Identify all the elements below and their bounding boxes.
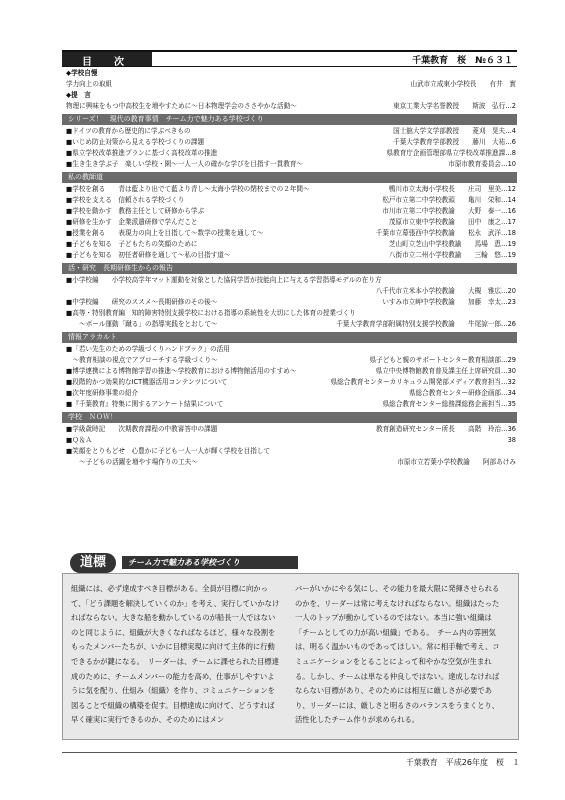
toc-entry [66,435,516,446]
entry-title: ■「若い先生のための学級づくりハンドブック」の活用 [66,345,230,353]
entry-title: ■授業を創る 表現力の向上を目指して～数学の授業を通して～ [66,229,264,237]
entry-title: ■いじめ防止対策から見える学校づくりの課題 [66,138,205,146]
entry-author: 東京工業大学名誉教授 斯波 弘行…2 [393,102,516,110]
entry-author: 八千代市立米本小学校教諭 大槻 雅広…20 [375,287,516,295]
entry-author: 市原市教育委員会…10 [448,160,516,168]
entry-title: ～教育相談の視点でアプローチする学級づくり～ [66,356,218,364]
footer-rule [62,752,517,753]
entry-title: ■学校を創る 青は藍より出でて藍より青し～太海小学校の閉校までの２年間～ [66,185,310,193]
intro-row [66,68,516,79]
entry-author: 県子どもと親のサポートセンター教育相談部…29 [369,356,516,364]
title-bar [62,52,152,66]
entry-title: ■笑顔をとりもどせ 心豊かに子ども一人一人が輝く学校を目指して [66,447,271,455]
entry-title: 学力向上の取組 [66,80,113,88]
entry-author: 鴨川市立太海小学校長 庄司 里美…12 [388,185,516,193]
entry-title: ～子どもの活躍を増やす場作りの工夫～ [66,458,198,466]
toc-entry [66,126,516,137]
entry-title: ■段階的かつ効果的なICT機器活用コンテンツについて [66,378,228,386]
toc-entry [66,344,516,355]
entry-title: ■子どもを知る 子どもたちの笑顔のために [66,240,198,248]
entry-title: ■ドイツの教育から歴史的に学ぶべきもの [66,127,191,135]
entry-author: 千葉大学教育学部附属特別支援学校教諭 牛尾諒一郎…26 [336,320,516,328]
entry-author: 市川市立第二中学校教諭 大野 泰一…16 [382,207,516,215]
feature-badge: 道標 [70,553,116,573]
entry-author: 県教育庁企画管理部県立学校改革推進課…8 [386,149,516,157]
toc-entry [66,388,516,399]
entry-title: ■『千葉教育』特集に関するアンケート結果について [66,400,224,408]
intro-row [66,101,516,112]
page-title: 目 次 [82,57,130,68]
toc-entry [66,250,516,261]
toc-entry [66,308,516,319]
entry-author: 千葉大学教育学部教授 藤川 大祐…6 [393,138,516,146]
toc-entry [66,184,516,195]
entry-author: 松戸市立第二中学校教頭 亀川 栄和…14 [382,196,516,204]
toc-entry [66,148,516,159]
entry-author: 千葉市立幕張西中学校教諭 松永 武洋…18 [375,229,516,237]
entry-author: 山武市立成東小学校長 有井 實 [410,80,516,88]
toc-entry [66,355,516,366]
entry-title: ■Ｑ＆Ａ [66,436,93,444]
intro-row [66,90,516,101]
entry-title: ■小学校編 小学校高学年マット運動を対象とした協同学習が技能向上に与える学習指導モデルの在り方 [66,276,382,284]
toc-entry [66,275,516,286]
section-heading: 活・研究 長期研修生からの報告 [62,263,517,274]
entry-title: ■次年度研修事業の紹介 [66,389,139,397]
feature-column-left: 組織には、必ず達成すべき目標がある。全員が目標に向かって、「どう課題を解決していくのか」を考え、実行していかなければならない。大きな船を動かしているのが船長一人ではないのと同じように、組織が大きくなればなるほど、様々な役割をもったメンバーたちが、いかに目標実現に向けて主体的に行動できるかが鍵になる。 リーダーは、チームに課せられた目標達成のために、チームメンバーの能力を高め、仕事がしやすいように気を配り、仕組み（組織）を作り、コミュニケーションを図ることで組織の構築を促す。目標達成に向けて、どうすれば早く確実に実行できるのか、そのためにはメン [71,584,280,725]
entry-author: 県総合教育センター研修企画部…34 [408,389,516,397]
toc-entry [66,366,516,377]
entry-author: いすみ市立岬中学校教諭 加藤 幸太…23 [382,298,516,306]
toc-entry [66,319,516,330]
feature-box [62,573,519,740]
toc-entry [66,399,516,410]
entry-title: ■研修を生かす 企業派遣研修で学んだこと [66,218,198,226]
publication-label: 千葉教育 桜 №６３１ [412,56,513,66]
entry-author: 38 [507,436,516,444]
entry-author: 県総合教育センターカリキュラム開発部メディア教育担当…32 [330,378,516,386]
feature-column-right: バーがいかにやる気にし、その能力を最大限に発揮させられるのかを、リーダーは常に考えなければならない。組織はたった一人のトップが動かしているのではない。本当に強い組織は「チームとしての力が高い組織」である。 チーム内の雰囲気は、明るく温かいものであってほしい。常に相手軸で考え、コミュニケーションをとることによって和やかな空気が生まれる。しかし、チームは単なる仲良しではない。達成しなければならない目標があり、そのためには相互に厳しさが必要であり、リーダーには、厳しさと明るさのバランスをうまくとり、活性化したチーム作りが求められる。 [295,584,500,725]
toc-entry [66,457,516,468]
entry-author: 市原市立若葉小学校教諭 阿部あけみ [397,458,516,466]
section-heading: 私の教師道 [62,172,517,183]
entry-title: ■生き生き学ぶ子 楽しい学校・園～一人一人の確かな学びを目指す一貫教育～ [66,160,304,168]
intro-row [66,79,516,90]
toc-entry [66,217,516,228]
toc-entry [66,286,516,297]
entry-title: ■学級歳時記 次期教育課程の中教審答申の課題 [66,425,218,433]
feature-title: チーム力で魅力ある学校づくり [122,556,298,569]
entry-author: 茂原市立東中学校教諭 田中 康之…17 [388,218,516,226]
entry-author: 国士舘大学文学部教授 菱刈 晃夫…4 [393,127,516,135]
entry-title: ～ボール運動「蹴る」の指導実践をとおして～ [66,320,218,328]
section-heading: 学校 ＮＯＷ！ [62,412,517,423]
entry-title: ■子どもを知る 初任者研修を通して～私の目指す道～ [66,251,231,259]
entry-title: ◆提 言 [66,91,91,99]
toc-entry [66,195,516,206]
entry-author: 県立中央博物館教育普及課主任上席研究員…30 [375,367,516,375]
entry-author: 八街市立二州小学校教諭 三輪 悠…19 [388,251,516,259]
entry-title: 物理に興味をもつ中高校生を増やすために～日本物理学会のささやかな活動～ [66,102,297,110]
entry-title: ◆学校自慢 [66,69,98,77]
toc-entry [66,297,516,308]
entry-title: ■県立学校改革推進プランに基づく高校改革の推進 [66,149,218,157]
toc-entry [66,206,516,217]
toc-entry [66,239,516,250]
entry-title: ■中学校編 研究のススメ～長期研修のその後～ [66,298,218,306]
page-footer: 千葉教育 平成26年度 桜 １ [360,756,520,768]
toc-entry [66,446,516,457]
section-heading: シリーズ！ 現代の教育事情 チーム力で魅力ある学校づくり [62,114,517,125]
toc-entry [66,424,516,435]
toc-entry [66,159,516,170]
entry-title: ■博学連携による博物館学習の推進～学校教育における博物館活用のすすめ～ [66,367,297,375]
entry-author: 県総合教育センター総務課総務企画担当…35 [382,400,516,408]
section-heading: 情報アラカルト [62,332,517,343]
entry-author: 芝山町立芝山中学校教諭 馬場 恵…19 [388,240,516,248]
toc-entry [66,137,516,148]
toc-entry [66,228,516,239]
toc-header [62,50,517,67]
toc-entry [66,377,516,388]
entry-author: 教育創造研究センター所長 高階 玲治…36 [375,425,516,433]
entry-title: ■学校を動かす 教務主任として研修から学ぶ [66,207,205,215]
entry-title: ■学校を支える 信頼される学校づくり [66,196,185,204]
entry-title: ■高等・特別教育編 知的障害特別支援学校における指導の系統性を大切にした体育の授業づくり [66,309,356,317]
